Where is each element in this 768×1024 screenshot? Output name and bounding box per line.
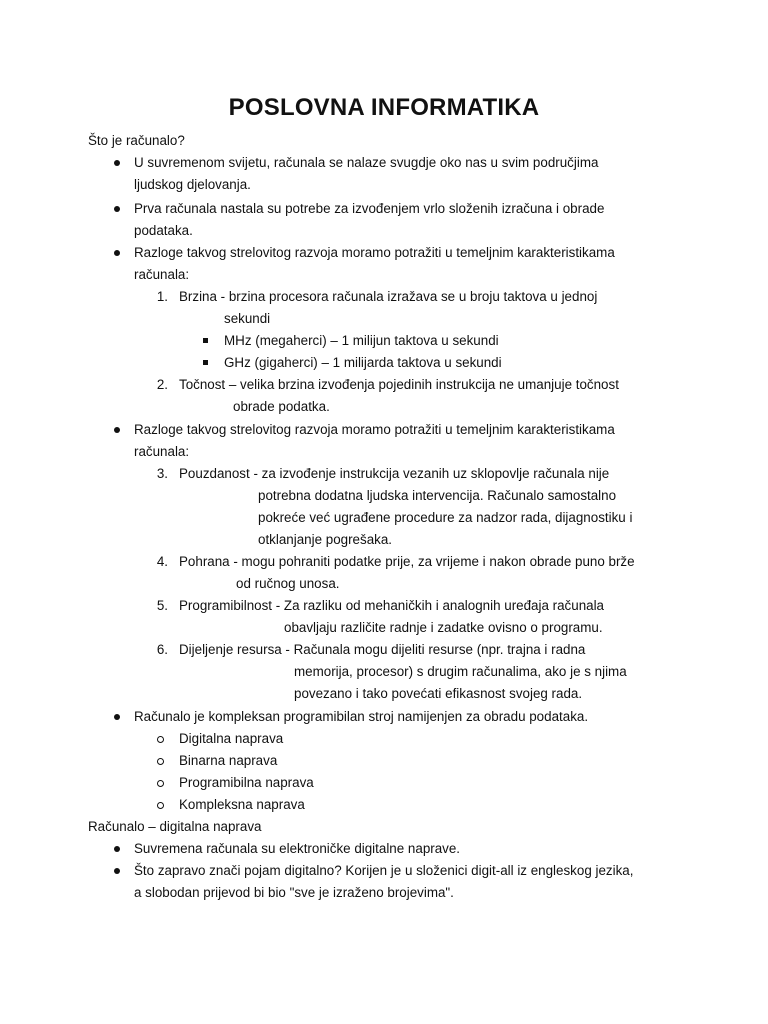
bullet-text: U suvremenom svijetu, računala se nalaze svugdje oko nas u svim područjima	[134, 155, 599, 170]
numbered-item-text: Dijeljenje resursa - Računala mogu dijeliti resurse (npr. trajna i radna	[179, 642, 586, 657]
section-heading-what-is-computer: Što je računalo?	[88, 133, 185, 148]
circle-bullet-icon	[157, 736, 164, 743]
list-number: 1.	[156, 289, 168, 304]
numbered-item-text: Brzina - brzina procesora računala izražava se u broju taktova u jednoj	[179, 289, 598, 304]
numbered-item-text: potrebna dodatna ljudska intervencija. Računalo samostalno	[258, 488, 617, 503]
bullet-text: Računalo je kompleksan programibilan stroj namijenjen za obradu podataka.	[134, 709, 589, 724]
sub-bullet-text: Programibilna naprava	[179, 775, 314, 790]
circle-bullet-icon	[157, 802, 164, 809]
bullet-text: a slobodan prijevod bi bio "sve je izraženo brojevima".	[134, 885, 454, 900]
numbered-item-text: povezano i tako povećati efikasnost svojeg rada.	[294, 686, 583, 701]
numbered-item-text: od ručnog unosa.	[236, 576, 340, 591]
bullet-text: Prva računala nastala su potrebe za izvođenjem vrlo složenih izračuna i obrade	[134, 201, 605, 216]
bullet-text: računala:	[134, 444, 190, 459]
circle-bullet-icon	[157, 758, 164, 765]
sub-bullet-text: Binarna naprava	[179, 753, 278, 768]
sub-bullet-text: Kompleksna naprava	[179, 797, 305, 812]
numbered-item-text: Programibilnost - Za razliku od mehaničkih i analognih uređaja računala	[179, 598, 605, 613]
numbered-item-text: Pouzdanost - za izvođenje instrukcija vezanih uz sklopovlje računala nije	[179, 466, 610, 481]
numbered-item-text: otklanjanje pogrešaka.	[258, 532, 392, 547]
bullet-icon	[114, 714, 120, 720]
bullet-icon	[114, 427, 120, 433]
bullet-icon	[114, 868, 120, 874]
numbered-item-text: Točnost – velika brzina izvođenja pojedinih instrukcija ne umanjuje točnost	[179, 377, 619, 392]
numbered-item-text: pokreće već ugrađene procedure za nadzor rada, dijagnostiku i	[258, 510, 633, 525]
bullet-text: podataka.	[134, 223, 193, 238]
document-title: POSLOVNA INFORMATIKA	[228, 94, 540, 121]
numbered-item-text: memorija, procesor) s drugim računalima, ako je s njima	[294, 664, 627, 679]
numbered-item-text: obrade podatka.	[233, 399, 330, 414]
list-number: 5.	[156, 598, 168, 613]
bullet-icon	[114, 160, 120, 166]
list-number: 3.	[156, 466, 168, 481]
bullet-icon	[114, 250, 120, 256]
bullet-icon	[114, 846, 120, 852]
square-bullet-icon	[203, 360, 208, 365]
bullet-text: ljudskog djelovanja.	[134, 177, 251, 192]
list-number: 2.	[156, 377, 168, 392]
numbered-item-text: sekundi	[224, 311, 271, 326]
sub-bullet-text: MHz (megaherci) – 1 milijun taktova u sekundi	[224, 333, 499, 348]
bullet-text: računala:	[134, 267, 190, 282]
bullet-text: Suvremena računala su elektroničke digitalne naprave.	[134, 841, 461, 856]
bullet-icon	[114, 206, 120, 212]
square-bullet-icon	[203, 338, 208, 343]
bullet-text: Što zapravo znači pojam digitalno? Korijen je u složenici digit-all iz engleskog jezika,	[134, 863, 634, 878]
bullet-text: Razloge takvog strelovitog razvoja moramo potražiti u temeljnim karakteristikama	[134, 422, 615, 437]
section-heading-digital-device: Računalo – digitalna naprava	[88, 819, 262, 834]
numbered-item-text: Pohrana - mogu pohraniti podatke prije, za vrijeme i nakon obrade puno brže	[179, 554, 635, 569]
list-number: 6.	[156, 642, 168, 657]
list-number: 4.	[156, 554, 168, 569]
sub-bullet-text: GHz (gigaherci) – 1 milijarda taktova u sekundi	[224, 355, 502, 370]
numbered-item-text: obavljaju različite radnje i zadatke ovisno o programu.	[284, 620, 603, 635]
sub-bullet-text: Digitalna naprava	[179, 731, 284, 746]
bullet-text: Razloge takvog strelovitog razvoja moramo potražiti u temeljnim karakteristikama	[134, 245, 615, 260]
circle-bullet-icon	[157, 780, 164, 787]
